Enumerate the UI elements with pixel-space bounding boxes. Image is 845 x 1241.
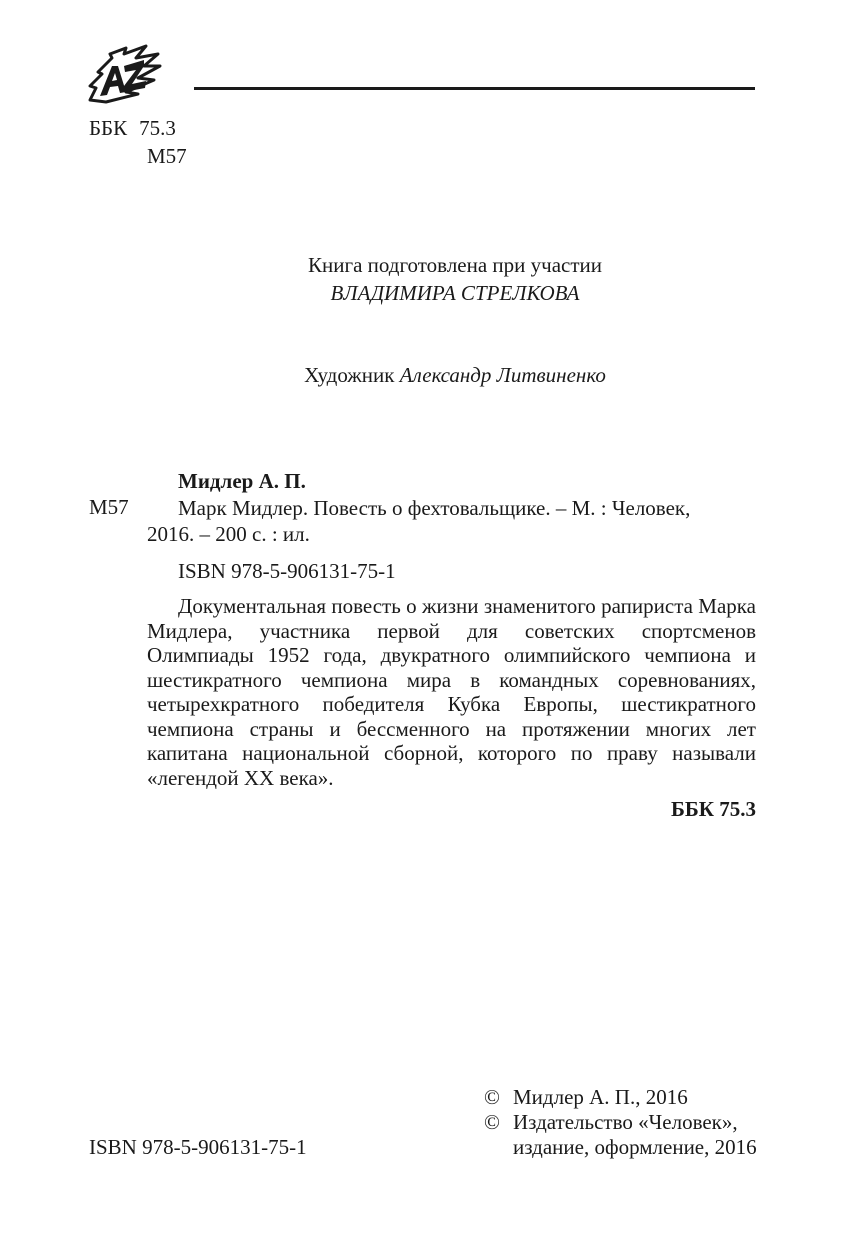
artist-credit [90, 363, 820, 387]
artist-name: Александр Литвиненко [399, 363, 606, 387]
artist-label: Художник [304, 363, 395, 387]
catalog-title-line-2: 2016. – 200 с. : ил. [147, 522, 310, 546]
copyright-publisher-line-2: издание, оформление, 2016 [513, 1135, 757, 1159]
catalog-author: Мидлер А. П. [178, 469, 306, 493]
footer-isbn: ISBN 978-5-906131-75-1 [89, 1135, 307, 1159]
catalog-isbn: ISBN 978-5-906131-75-1 [178, 559, 396, 583]
copyright-symbol-1: © [484, 1085, 500, 1109]
copyright-symbol-2: © [484, 1110, 500, 1134]
catalog-annotation [147, 594, 756, 790]
bbk-label: ББК [89, 116, 128, 140]
prepared-name: ВЛАДИМИРА СТРЕЛКОВА [330, 281, 580, 305]
header-bbk [89, 116, 176, 140]
catalog-author-mark: М57 [89, 495, 129, 519]
header-author-mark: М57 [147, 144, 187, 168]
annotation-text: Документальная повесть о жизни знаменитого рапириста Марка Мидлера, участника первой для советских спортсменов Олимпиады 1952 года, двукратного олимпийского чемпиона и шестикратного чемпиона мира в командных соревнованиях, четырехкратного победителя Кубка Европы, шестикратного чемпиона страны и бессменного на протяжении многих лет капитана национальной сборной, которого по праву называли «легендой XX века». [147, 594, 756, 790]
az-publisher-logo-icon [86, 44, 162, 104]
prepared-line: Книга подготовлена при участии [307, 253, 603, 277]
catalog-title-line-1: Марк Мидлер. Повесть о фехтовальщике. – М. : Человек, [178, 496, 691, 520]
header-rule [194, 87, 755, 90]
copyright-author: Мидлер А. П., 2016 [513, 1085, 688, 1109]
catalog-bbk: ББК 75.3 [671, 797, 756, 821]
bbk-code: 75.3 [139, 116, 176, 140]
publisher-logo [86, 44, 162, 104]
copyright-publisher-line-1: Издательство «Человек», [513, 1110, 738, 1134]
